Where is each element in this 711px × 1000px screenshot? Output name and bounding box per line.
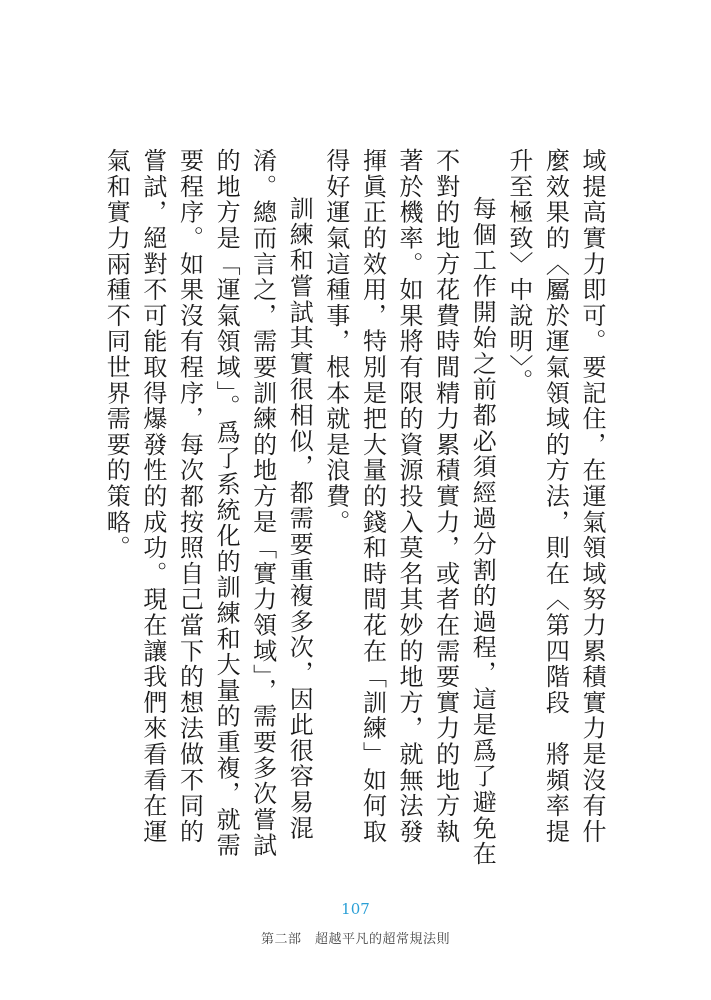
vertical-body-text bbox=[102, 148, 610, 868]
page-number: 107 bbox=[341, 900, 370, 918]
paragraph-2: 每個工作開始之前都必須經過分割的過程，這是爲了避免在不對的地方花費時間精力累積實力，或者在需要實力的地方執著於機率。如果將有限的資源投入莫名其妙的地方，就無法發揮眞正的效用，特別是把大量的錢和時間花在「訓練」如何取得好運氣這種事，根本就是浪費。 bbox=[321, 148, 497, 867]
paragraph-3: 訓練和嘗試其實很相似，都需要重複多次，因此很容易混淆。總而言之，需要訓練的地方是「實力領域」，需要多次嘗試的地方是「運氣領域」。爲了系統化的訓練和大量的重複，就需要程序。如果沒有程序，每次都按照自己當下的想法做不同的嘗試，絕對不可能取得爆發性的成功。現在讓我們來看看在運氣和實力兩種不同世界需要的策略。 bbox=[102, 148, 314, 859]
running-footer-title: 第二部 超越平凡的超常規法則 bbox=[260, 932, 450, 947]
paragraph-1: 域提高實力即可。要記住，在運氣領域努力累積實力是沒有什麼效果的〈屬於運氣領域的方法，則在〈第四階段 將頻率提升至極致〉中說明〉。 bbox=[504, 148, 606, 845]
